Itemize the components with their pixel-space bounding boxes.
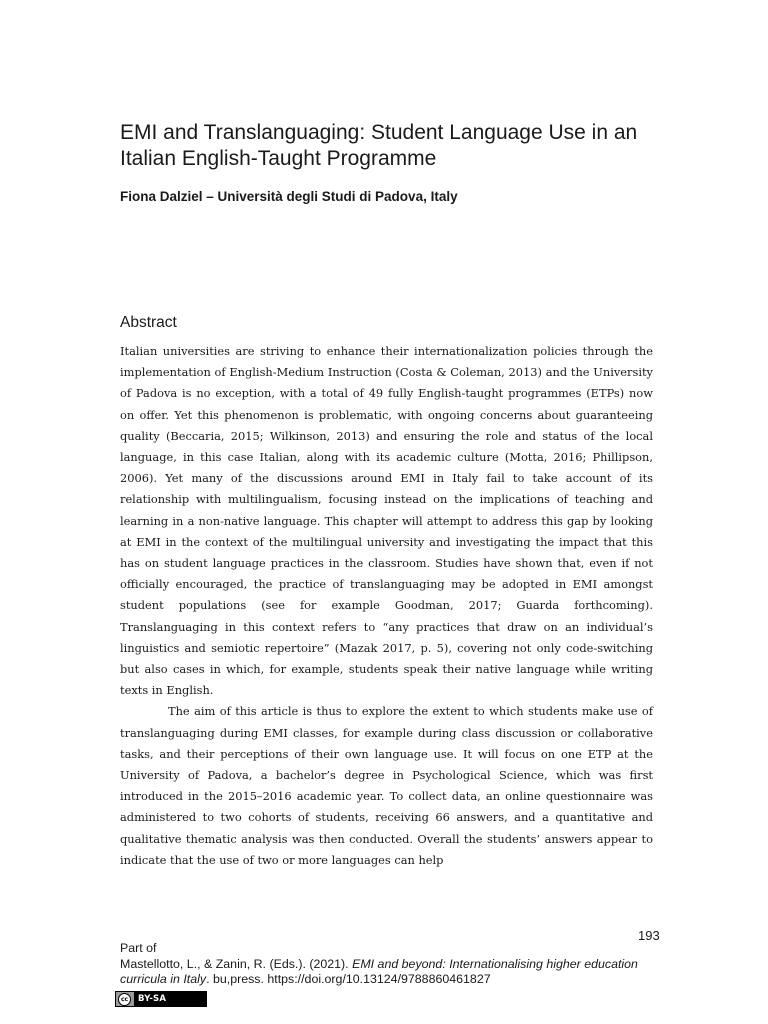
abstract-paragraph-1: Italian universities are striving to enhance their internationalization policies through the implementation of English-Medium Instruction (Costa & Coleman, 2013) and the University of Padova is no exception, with a total of 49 fully English-taught programmes (ETPs) now on offer. Yet this phenomenon is problematic, with ongoing concerns about guaranteeing quality (Beccaria, 2015; Wilkinson, 2013) and ensuring the role and status of the local language, in this case Italian, along with its academic culture (Motta, 2016; Phillipson, 2006). Yet many of the discussions around EMI in Italy fail to take account of its relationship with multilingualism, focusing instead on the implications of teaching and learning in a non-native language. This chapter will attempt to address this gap by looking at EMI in the context of the multilingual university and investigating the impact that this has on student language practices in the classroom. Studies have shown that, even if not officially encouraged, the practice of translanguaging may be adopted in EMI amongst student populations (see for example Goodman, 2017; Guarda forthcoming). Translanguaging in this context refers to “any practices that draw on an individual’s linguistics and semiotic repertoire” (Mazak 2017, p. 5), covering not only code-switching but also cases in which, for example, students speak their native language while writing texts in English. xyxy=(120,344,653,698)
citation-publisher-doi[interactable]: . bu,press. https://doi.org/10.13124/9788860461827 xyxy=(206,972,491,986)
chapter-title: EMI and Translanguaging: Student Language Use in an Italian English-Taught Programme xyxy=(120,121,638,170)
citation-footer xyxy=(120,941,680,988)
license-label: BY-SA xyxy=(138,994,167,1004)
abstract-body xyxy=(120,341,653,871)
citation-editors: Mastellotto, L., & Zanin, R. (Eds.). (2021). xyxy=(120,956,353,971)
author-affiliation: Fiona Dalziel – Università degli Studi di Padova, Italy xyxy=(120,189,458,204)
abstract-heading: Abstract xyxy=(120,314,177,331)
abstract-paragraph-2: The aim of this article is thus to explore the extent to which students make use of translanguaging during EMI classes, for example during class discussion or collaborative tasks, and their perceptions of their own language use. It will focus on one ETP at the University of Padova, a bachelor’s degree in Psychological Science, which was first introduced in the 2015–2016 academic year. To collect data, an online questionnaire was administered to two cohorts of students, receiving 66 answers, and a quantitative and qualitative thematic analysis was then conducted. Overall the students’ answers appear to indicate that the use of two or more languages can help xyxy=(120,704,653,867)
citation-book-title: EMI and beyond: Internationalising higher education curricula in Italy xyxy=(120,956,638,986)
citation-line xyxy=(120,957,680,988)
creative-commons-icon: cc xyxy=(118,993,131,1006)
cc-license-badge[interactable] xyxy=(115,991,207,1007)
part-of-label: Part of xyxy=(120,941,157,955)
page-number: 193 xyxy=(638,928,660,943)
cc-logo-area xyxy=(116,992,134,1006)
